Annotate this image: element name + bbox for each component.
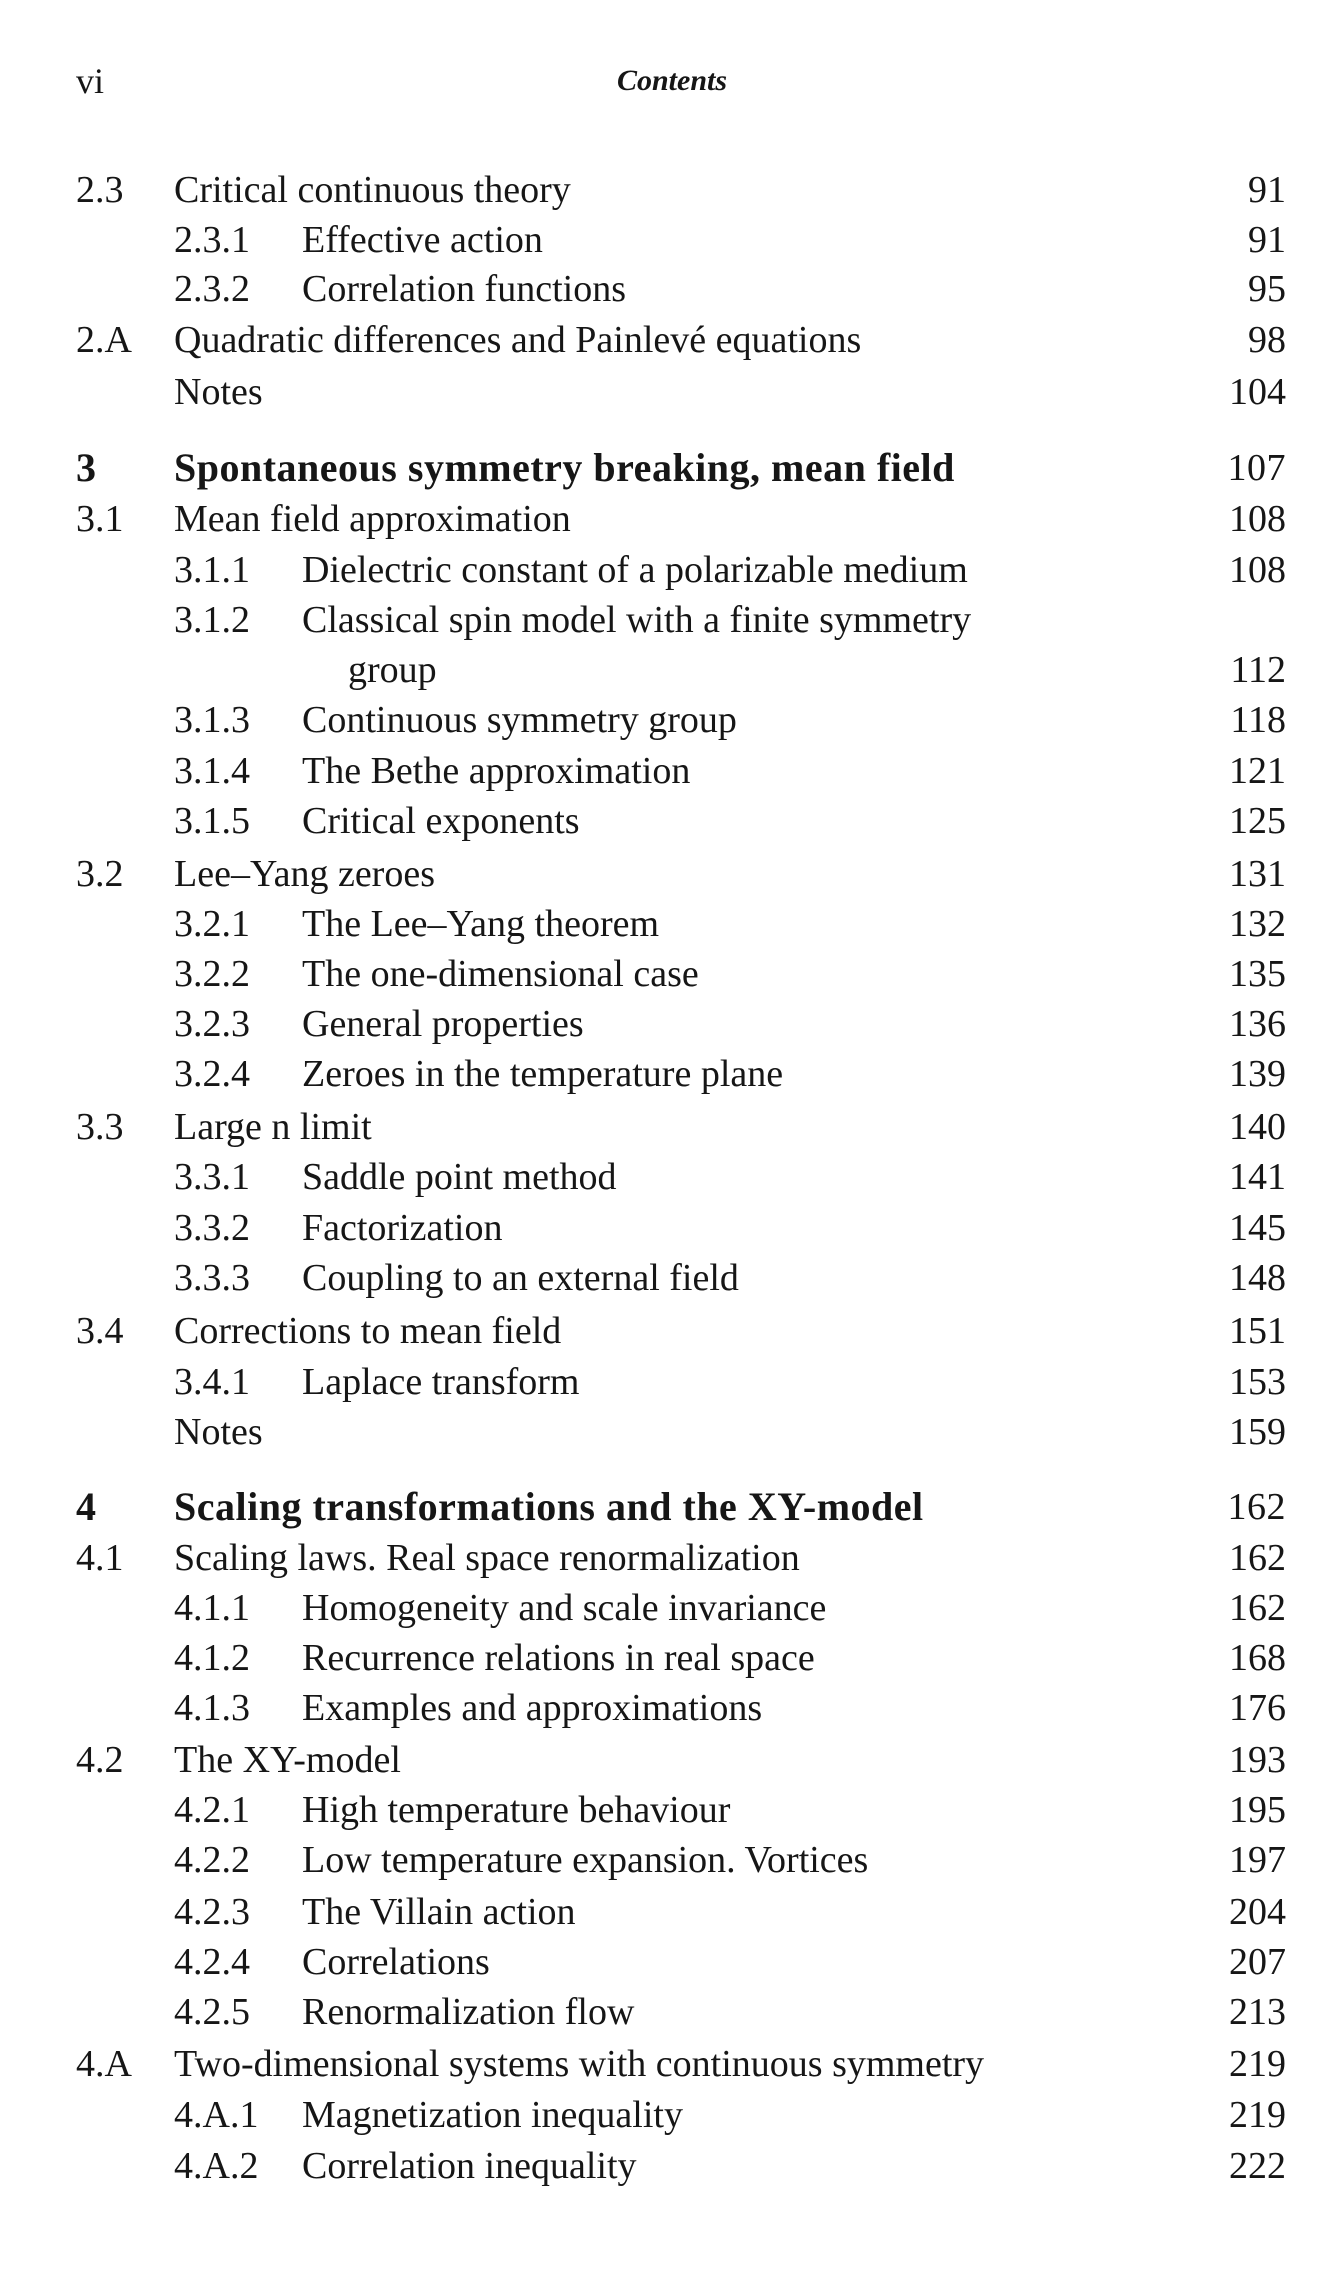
toc-entry — [0, 1410, 1344, 1454]
toc-entry-title: group — [348, 649, 437, 691]
toc-entry — [0, 1686, 1344, 1730]
toc-entry — [0, 952, 1344, 996]
toc-entry-number: 3.3.2 — [174, 1207, 250, 1249]
toc-entry-number: 3.3.1 — [174, 1156, 250, 1198]
toc-entry — [0, 1738, 1344, 1782]
toc-entry — [0, 2144, 1344, 2188]
toc-entry — [0, 2042, 1344, 2086]
toc-entry — [0, 1052, 1344, 1096]
toc-entry-page: 139 — [1229, 1053, 1286, 1095]
page-number: vi — [76, 61, 105, 101]
toc-entry-page: 219 — [1229, 2043, 1286, 2085]
toc-entry-number: 2.3 — [76, 169, 124, 211]
toc-entry-page: 195 — [1229, 1789, 1286, 1831]
toc-entry — [0, 1155, 1344, 1199]
toc-entry — [0, 1586, 1344, 1630]
toc-entry-title: Effective action — [302, 219, 543, 261]
toc-entry-title: Large n limit — [174, 1106, 372, 1148]
toc-entry-number: 2.3.1 — [174, 219, 250, 261]
toc-entry-title: Lee–Yang zeroes — [174, 853, 435, 895]
toc-entry-number: 4.A — [76, 2043, 132, 2085]
toc-entry-title: Scaling laws. Real space renormalization — [174, 1537, 800, 1579]
toc-entry-title: Coupling to an external field — [302, 1257, 739, 1299]
toc-entry-title: High temperature behaviour — [302, 1789, 731, 1831]
toc-entry-page: 95 — [1248, 268, 1286, 310]
toc-entry-number: 4.A.1 — [174, 2094, 259, 2136]
toc-entry-number: 4.2.1 — [174, 1789, 250, 1831]
toc-entry — [0, 648, 1344, 692]
toc-entry-number: 4.2.4 — [174, 1941, 250, 1983]
toc-entry-title: The Villain action — [302, 1891, 576, 1933]
toc-entry-page: 108 — [1229, 549, 1286, 591]
toc-entry-page: 132 — [1229, 903, 1286, 945]
toc-entry-page: 219 — [1229, 2094, 1286, 2136]
toc-entry-title: The one-dimensional case — [302, 953, 699, 995]
toc-entry-page: 145 — [1229, 1207, 1286, 1249]
toc-entry-title: Notes — [174, 1411, 263, 1453]
toc-entry-number: 2.3.2 — [174, 268, 250, 310]
toc-entry — [0, 318, 1344, 362]
toc-entry-title: Continuous symmetry group — [302, 699, 737, 741]
toc-entry-number: 4.A.2 — [174, 2145, 259, 2187]
toc-entry-number: 4.2.5 — [174, 1991, 250, 2033]
toc-entry-title: Corrections to mean field — [174, 1310, 562, 1352]
toc-entry-title: The XY-model — [174, 1739, 401, 1781]
toc-entry — [0, 852, 1344, 896]
toc-entry-page: 135 — [1229, 953, 1286, 995]
toc-entry-number: 4.1 — [76, 1537, 124, 1579]
toc-entry — [0, 497, 1344, 541]
toc-entry-title: Classical spin model with a finite symmetry — [302, 599, 972, 641]
toc-entry-page: 162 — [1229, 1537, 1286, 1579]
toc-entry-page: 112 — [1230, 649, 1286, 691]
toc-entry-page: 151 — [1229, 1310, 1286, 1352]
toc-entry-page: 204 — [1229, 1891, 1286, 1933]
toc-entry-title: Factorization — [302, 1207, 503, 1249]
toc-entry-title: Magnetization inequality — [302, 2094, 683, 2136]
toc-entry — [0, 1206, 1344, 1250]
toc-entry — [0, 799, 1344, 843]
toc-entry-page: 98 — [1248, 319, 1286, 361]
toc-entry-title: Spontaneous symmetry breaking, mean field — [174, 445, 955, 490]
toc-entry-title: Zeroes in the temperature plane — [302, 1053, 784, 1095]
toc-entry-page: 148 — [1229, 1257, 1286, 1299]
toc-entry — [0, 218, 1344, 262]
toc-entry-title: General properties — [302, 1003, 584, 1045]
running-head: Contents — [616, 64, 728, 97]
toc-entry-title: Critical exponents — [302, 800, 580, 842]
toc-entry-number: 4.2 — [76, 1739, 124, 1781]
toc-entry — [0, 749, 1344, 793]
toc-entry-page: 222 — [1229, 2145, 1286, 2187]
toc-entry — [0, 168, 1344, 212]
toc-entry-page: 159 — [1229, 1411, 1286, 1453]
toc-entry — [0, 1485, 1344, 1529]
toc-entry-title: Dielectric constant of a polarizable medium — [302, 549, 968, 591]
toc-entry — [0, 370, 1344, 414]
toc-entry-page: 207 — [1229, 1941, 1286, 1983]
toc-entry-title: Two-dimensional systems with continuous symmetry — [174, 2043, 985, 2085]
toc-entry-page: 136 — [1229, 1003, 1286, 1045]
toc-entry-number: 4.1.1 — [174, 1587, 250, 1629]
toc-entry — [0, 598, 1344, 642]
toc-entry-number: 3.4 — [76, 1310, 124, 1352]
toc-entry — [0, 1536, 1344, 1580]
toc-entry-title: Quadratic differences and Painlevé equations — [174, 319, 862, 361]
toc-entry-title: Recurrence relations in real space — [302, 1637, 815, 1679]
toc-entry-page: 193 — [1229, 1739, 1286, 1781]
toc-entry — [0, 1788, 1344, 1832]
toc-entry-page: 153 — [1229, 1361, 1286, 1403]
toc-entry-title: Correlations — [302, 1941, 490, 1983]
toc-entry-title: Saddle point method — [302, 1156, 617, 1198]
toc-entry-title: The Lee–Yang theorem — [302, 903, 660, 945]
toc-entry-title: Examples and approximations — [302, 1687, 763, 1729]
toc-entry-number: 3.1.5 — [174, 800, 250, 842]
toc-entry-page: 131 — [1229, 853, 1286, 895]
toc-entry-number: 3.3.3 — [174, 1257, 250, 1299]
toc-entry — [0, 1105, 1344, 1149]
toc-entry-number: 3.2.3 — [174, 1003, 250, 1045]
toc-entry — [0, 267, 1344, 311]
toc-entry-page: 213 — [1229, 1991, 1286, 2033]
toc-entry — [0, 1890, 1344, 1934]
toc-entry-page: 162 — [1229, 1587, 1286, 1629]
toc-entry-title: The Bethe approximation — [302, 750, 691, 792]
toc-entry-title: Notes — [174, 371, 263, 413]
toc-entry-number: 4.1.2 — [174, 1637, 250, 1679]
toc-entry — [0, 1838, 1344, 1882]
toc-entry-title: Correlation functions — [302, 268, 626, 310]
toc-entry — [0, 1636, 1344, 1680]
toc-entry — [0, 1940, 1344, 1984]
toc-entry-page: 125 — [1229, 800, 1286, 842]
toc-entry-title: Scaling transformations and the XY-model — [174, 1484, 924, 1529]
toc-entry — [0, 1360, 1344, 1404]
toc-entry — [0, 2093, 1344, 2137]
toc-entry-number: 3.1.3 — [174, 699, 250, 741]
toc-entry-number: 3.1.2 — [174, 599, 250, 641]
toc-entry — [0, 698, 1344, 742]
toc-entry-title: Homogeneity and scale invariance — [302, 1587, 827, 1629]
toc-entry — [0, 1309, 1344, 1353]
toc-entry-page: 118 — [1230, 699, 1286, 741]
toc-entry-number: 4.1.3 — [174, 1687, 250, 1729]
toc-entry-number: 4 — [76, 1484, 97, 1529]
toc-entry-number: 3.2 — [76, 853, 124, 895]
toc-entry-page: 162 — [1227, 1486, 1286, 1528]
toc-entry-page: 104 — [1229, 371, 1286, 413]
toc-entry-page: 168 — [1229, 1637, 1286, 1679]
toc-entry-number: 3.1 — [76, 498, 124, 540]
toc-entry — [0, 1256, 1344, 1300]
toc-entry-title: Correlation inequality — [302, 2145, 637, 2187]
toc-entry-page: 176 — [1229, 1687, 1286, 1729]
toc-entry-number: 2.A — [76, 319, 132, 361]
toc-entry-number: 3.2.2 — [174, 953, 250, 995]
toc-entry-page: 197 — [1229, 1839, 1286, 1881]
toc-entry-number: 4.2.3 — [174, 1891, 250, 1933]
toc-entry-page: 107 — [1227, 447, 1286, 489]
toc-entry-number: 3.4.1 — [174, 1361, 250, 1403]
toc-entry-page: 91 — [1248, 169, 1286, 211]
toc-entry-page: 140 — [1229, 1106, 1286, 1148]
toc-entry-number: 3.2.4 — [174, 1053, 250, 1095]
toc-entry-page: 108 — [1229, 498, 1286, 540]
toc-entry — [0, 446, 1344, 490]
toc-entry-number: 3.2.1 — [174, 903, 250, 945]
toc-entry — [0, 1002, 1344, 1046]
toc-entry-number: 3 — [76, 445, 97, 490]
toc-entry-number: 3.1.4 — [174, 750, 250, 792]
toc-entry-number: 3.1.1 — [174, 549, 250, 591]
toc-entry-page: 91 — [1248, 219, 1286, 261]
toc-entry-title: Laplace transform — [302, 1361, 580, 1403]
toc-entry-title: Critical continuous theory — [174, 169, 571, 211]
toc-entry-number: 4.2.2 — [174, 1839, 250, 1881]
toc-entry — [0, 902, 1344, 946]
toc-entry — [0, 1990, 1344, 2034]
toc-entry-number: 3.3 — [76, 1106, 124, 1148]
toc-entry-page: 141 — [1229, 1156, 1286, 1198]
toc-entry-page: 121 — [1229, 750, 1286, 792]
toc-entry-title: Low temperature expansion. Vortices — [302, 1839, 869, 1881]
toc-entry-title: Mean field approximation — [174, 498, 571, 540]
toc-entry — [0, 548, 1344, 592]
toc-entry-title: Renormalization flow — [302, 1991, 635, 2033]
